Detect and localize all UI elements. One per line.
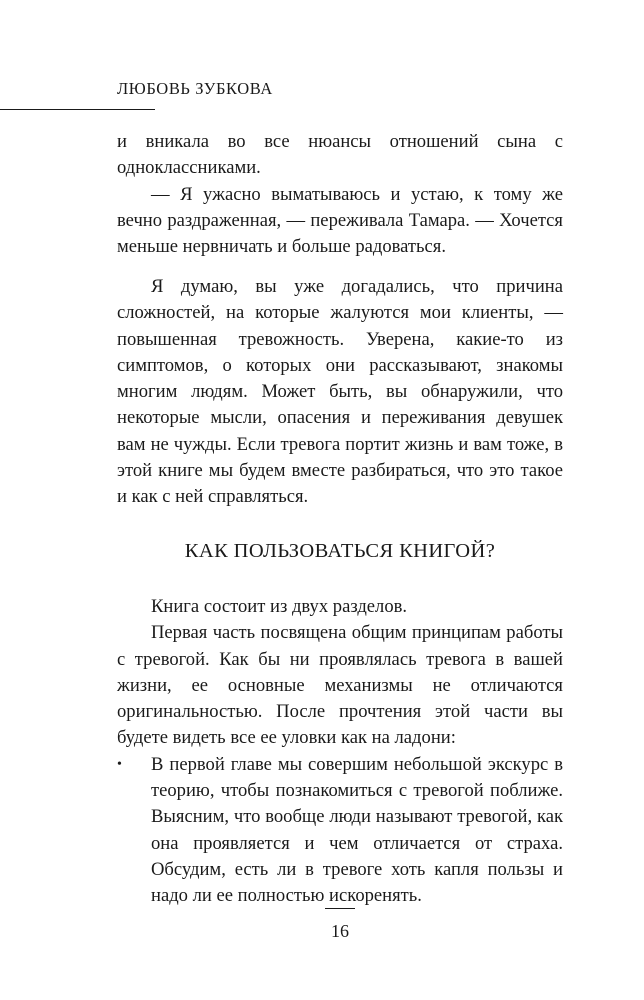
paragraph: — Я ужасно выматываюсь и устаю, к тому же вечно раздраженная, — переживала Тамара. — Хочется меньше нервничать и больше радоваться.: [117, 183, 563, 258]
paragraph: Первая часть посвящена общим принципам работы с тревогой. Как бы ни проявлялась тревога в вашей жизни, ее основные механизмы не отличаются оригинальностью. После прочтения этой части вы будете видеть все ее уловки как на ладони:: [117, 622, 563, 749]
bullet-list: [117, 752, 563, 910]
bullet-icon: •: [117, 756, 122, 772]
section-heading: КАК ПОЛЬЗОВАТЬСЯ КНИГОЙ?: [184, 540, 496, 562]
paragraph: и вникала во все нюансы отношений сына с одноклассниками.: [117, 131, 563, 179]
opening-text: [117, 129, 563, 260]
paragraph: Книга состоит из двух разделов.: [151, 596, 408, 617]
section-text: [117, 594, 563, 910]
footer-rule: [325, 908, 355, 909]
list-item-text: В первой главе мы совершим небольшой экскурс в теорию, чтобы познакомиться с тревогой поближе. Выясним, что вообще люди называют тревогой, как она проявляется и чем отличается от страха. Обсудим, есть ли в тревоге хоть капля пользы и надо ли ее полностью искоренять.: [151, 753, 563, 907]
body-text: [117, 274, 563, 511]
page-number: 16: [331, 921, 349, 941]
header-rule: [0, 109, 155, 110]
paragraph: Я думаю, вы уже догадались, что причина сложностей, на которые жалуются мои клиенты, — повышенная тревожность. Уверена, какие-то из симптомов, о которых они рассказывают, знакомы многим людям. Может быть, вы обнаружили, что некоторые мысли, опасения и переживания девушек вам не чужды. Если тревога портит жизнь и вам тоже, в этой книге мы будем вместе разбираться, что это такое и как с ней справляться.: [117, 276, 563, 508]
list-item: [117, 752, 563, 910]
running-header: ЛЮБОВЬ ЗУБКОВА: [117, 79, 273, 98]
